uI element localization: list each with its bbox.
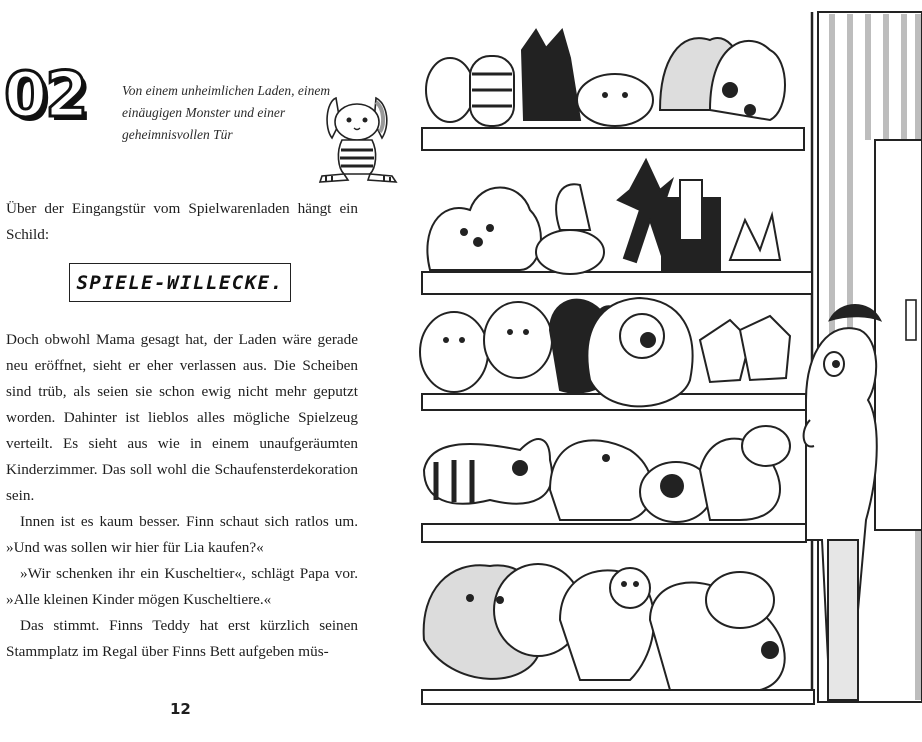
page-number: 12 bbox=[170, 700, 191, 718]
chapter-number: 02 bbox=[4, 58, 87, 131]
body-text bbox=[6, 327, 358, 665]
left-page bbox=[0, 0, 410, 737]
paragraph: Innen ist es kaum besser. Finn schaut sich ratlos um. »Und was sollen wir hier für Lia kaufen?« bbox=[6, 513, 358, 556]
paragraph: Doch obwohl Mama gesagt hat, der Laden wäre gerade neu eröffnet, sieht er eher verlassen aus. Die Scheiben sind trüb, als seien sie schon ewig nicht mehr geputzt worden. Dahinter ist lieblos alles mögliche Spielzeug verteilt. Es sieht aus wie in einem unaufgeräumten Kinderzimmer. Das soll wohl die Schaufensterdekoration sein. bbox=[6, 331, 358, 504]
paragraph: »Wir schenken ihr ein Kuscheltier«, schlägt Papa vor. »Alle kleinen Kinder mögen Kuscheltiere.« bbox=[6, 565, 358, 608]
toy-shelf-illustration bbox=[410, 0, 922, 737]
shop-sign: SPIELE-WILLECKE. bbox=[69, 263, 291, 302]
chapter-subtitle: Von einem unheimlichen Laden, einem einäugigen Monster und einer geheimnisvollen Tür bbox=[122, 83, 331, 142]
bunny-doodle-icon bbox=[314, 92, 404, 187]
intro-paragraph: Über der Eingangstür vom Spielwarenladen hängt ein Schild: bbox=[6, 200, 358, 243]
paragraph: Das stimmt. Finns Teddy hat erst kürzlich seinen Stammplatz im Regal über Finns Bett aufgeben müs- bbox=[6, 617, 358, 660]
